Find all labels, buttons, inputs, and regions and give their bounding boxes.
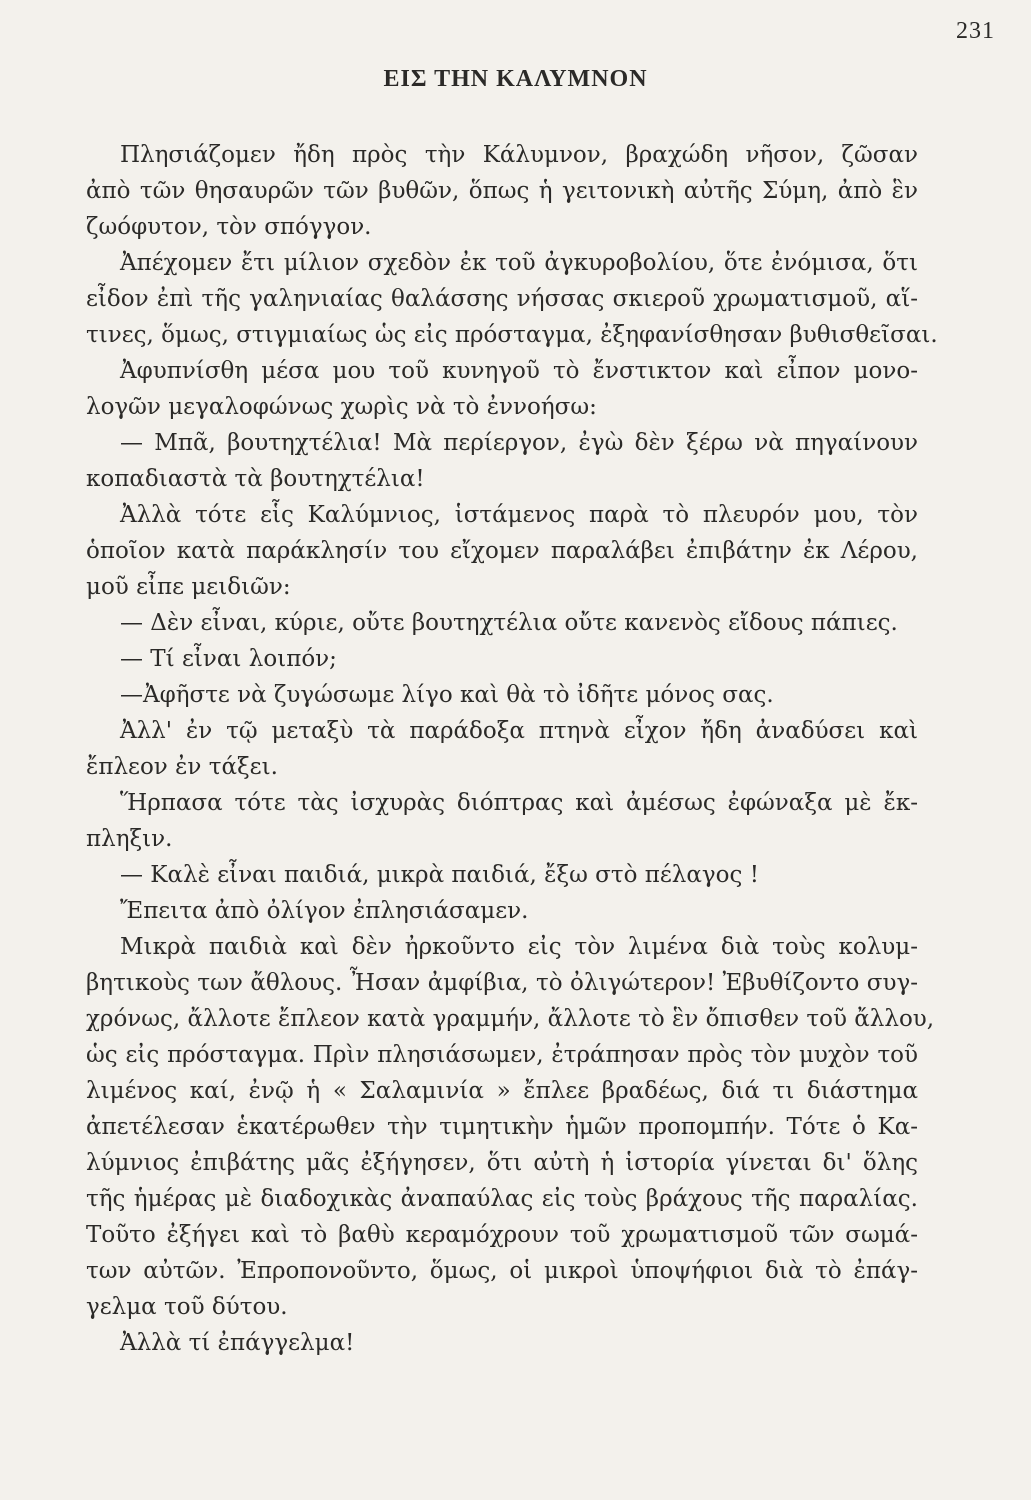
text-line: χρόνως, ἄλλοτε ἔπλεον κατὰ γραμμήν, ἄλλοτε τὸ ἓν ὄπισθεν τοῦ ἄλλου, [86,1006,935,1032]
chapter-body-text [86,137,938,1361]
text-line: πληξιν. [86,826,173,852]
text-line: τινες, ὅμως, στιγμιαίως ὡς εἰς πρόσταγμα, ἐξηφανίσθησαν βυθισθεῖσαι. [86,322,938,348]
text-line: ὁποῖον κατὰ παράκλησίν του εἴχομεν παραλάβει ἐπιβάτην ἐκ Λέρου, [86,538,918,564]
text-line: γελμα τοῦ δύτου. [86,1294,288,1320]
page-number: 231 [956,18,995,44]
text-line: Ἀλλὰ τί ἐπάγγελμα! [120,1330,355,1356]
chapter-title: ΕΙΣ ΤΗΝ ΚΑΛΥΜΝΟΝ [383,66,648,92]
text-line: — Τί εἶναι λοιπόν; [120,646,337,672]
text-line: — Δὲν εἶναι, κύριε, οὔτε βουτηχτέλια οὔτε κανενὸς εἴδους πάπιες. [120,610,898,636]
text-line: ἀπὸ τῶν θησαυρῶν τῶν βυθῶν, ὅπως ἡ γειτονικὴ αὐτῆς Σύμη, ἀπὸ ἓν [86,178,918,204]
text-line: ἔπλεον ἐν τάξει. [86,754,278,780]
text-line: Ἀπέχομεν ἔτι μίλιον σχεδὸν ἐκ τοῦ ἀγκυροβολίου, ὅτε ἐνόμισα, ὅτι [120,250,918,276]
text-line: Ἥρπασα τότε τὰς ἰσχυρὰς διόπτρας καὶ ἀμέσως ἐφώναξα μὲ ἔκ- [120,790,918,816]
text-line: των αὐτῶν. Ἐπροπονοῦντο, ὅμως, οἱ μικροὶ ὑποψήφιοι διὰ τὸ ἐπάγ- [86,1258,918,1284]
text-line: λύμνιος ἐπιβάτης μᾶς ἐξήγησεν, ὅτι αὐτὴ ἡ ἱστορία γίνεται δι' ὅλης [86,1150,918,1176]
text-line: μοῦ εἶπε μειδιῶν: [86,574,291,600]
text-line: λογῶν μεγαλοφώνως χωρὶς νὰ τὸ ἐννοήσω: [86,394,597,420]
text-line: κοπαδιαστὰ τὰ βουτηχτέλια! [86,466,425,492]
text-line: Ἔπειτα ἀπὸ ὀλίγον ἐπλησιάσαμεν. [120,898,529,924]
text-line: ὡς εἰς πρόσταγμα. Πρὶν πλησιάσωμεν, ἐτράπησαν πρὸς τὸν μυχὸν τοῦ [86,1042,918,1068]
text-line: Τοῦτο ἐξήγει καὶ τὸ βαθὺ κεραμόχρουν τοῦ χρωματισμοῦ τῶν σωμά- [86,1222,918,1248]
text-line: τῆς ἡμέρας μὲ διαδοχικὰς ἀναπαύλας εἰς τοὺς βράχους τῆς παραλίας. [86,1186,918,1212]
text-line: Μικρὰ παιδιὰ καὶ δὲν ἠρκοῦντο εἰς τὸν λιμένα διὰ τοὺς κολυμ- [120,934,918,960]
text-line: Πλησιάζομεν ἤδη πρὸς τὴν Κάλυμνον, βραχώδη νῆσον, ζῶσαν [120,142,918,168]
text-line: ἀπετέλεσαν ἑκατέρωθεν τὴν τιμητικὴν ἡμῶν προπομπήν. Τότε ὁ Κα- [86,1114,918,1140]
text-line: —Ἀφῆστε νὰ ζυγώσωμε λίγο καὶ θὰ τὸ ἰδῆτε μόνος σας. [120,682,774,708]
text-line: Ἀλλ' ἐν τῷ μεταξὺ τὰ παράδοξα πτηνὰ εἶχον ἤδη ἀναδύσει καὶ [120,718,918,744]
text-line: Ἀφυπνίσθη μέσα μου τοῦ κυνηγοῦ τὸ ἔνστικτον καὶ εἶπον μονο- [120,358,918,384]
text-line: βητικοὺς των ἄθλους. Ἦσαν ἀμφίβια, τὸ ὀλιγώτερον! Ἐβυθίζοντο συγ- [86,970,918,996]
text-line: ζωόφυτον, τὸν σπόγγον. [86,214,372,240]
text-line: Ἀλλὰ τότε εἷς Καλύμνιος, ἱστάμενος παρὰ τὸ πλευρόν μου, τὸν [120,502,918,528]
text-line: — Μπᾶ, βουτηχτέλια! Μὰ περίεργον, ἐγὼ δὲν ξέρω νὰ πηγαίνουν [120,430,918,456]
text-line: λιμένος καί, ἐνῷ ἡ « Σαλαμινία » ἔπλεε βραδέως, διά τι διάστημα [86,1078,918,1104]
text-line: — Καλὲ εἶναι παιδιά, μικρὰ παιδιά, ἔξω στὸ πέλαγος ! [120,862,759,888]
text-line: εἶδον ἐπὶ τῆς γαληνιαίας θαλάσσης νήσσας σκιεροῦ χρωματισμοῦ, αἵ- [86,286,918,312]
